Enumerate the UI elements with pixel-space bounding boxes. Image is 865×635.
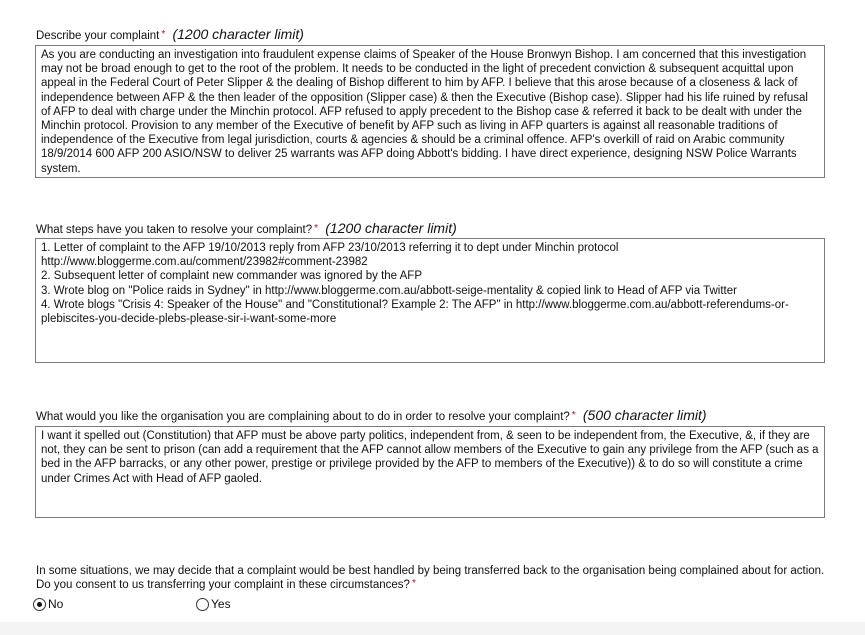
resolution-steps-label bbox=[36, 220, 457, 236]
character-limit-note: (1200 character limit) bbox=[325, 220, 457, 236]
radio-selected-icon[interactable] bbox=[33, 598, 46, 611]
desired-outcome-label-text: What would you like the organisation you are complaining about to do in order to resolve your complaint? bbox=[36, 411, 570, 423]
required-marker: * bbox=[411, 578, 416, 589]
required-marker: * bbox=[161, 29, 166, 40]
resolution-steps-textarea[interactable]: 1. Letter of complaint to the AFP 19/10/2013 reply from AFP 23/10/2013 referring it to dept under Minchin protocol http://www.bloggerme.com.au/comment/23982#comment-23982 2. Subsequent letter of complaint new commander was ignored by the AFP 3. Wrote blog on "Police raids in Sydney" in http://www.bloggerme.com.au/abbott-seige-mentality & copied link to Head of AFP via Twitter 4. Wrote blogs "Crisis 4: Speaker of the House" and "Constitutional? Example 2: The AFP" in http://www.bloggerme.com.au/abbott-referendums-or-plebiscites-you-decide-plebs-please-sir-i-want-some-more bbox=[35, 238, 825, 363]
required-marker: * bbox=[571, 410, 576, 421]
consent-yes-label: Yes bbox=[211, 597, 231, 611]
desired-outcome-textarea[interactable]: I want it spelled out (Constitution) that AFP must be above party politics, independent from, & seen to be independent from, the Executive, &, if they are not, they can be sent to prison (can add a requirement that the AFP cannot allow members of the Executive to gain any privilege from the AFP (such as a bed in the AFP barracks, or any other power, prestige or privilege provided by the AFP to members of the Executive)) & to do so will constitute a crime under Crimes Act with Head of AFP gaoled. bbox=[35, 426, 825, 518]
complaint-description-label-text: Describe your complaint bbox=[36, 30, 160, 42]
radio-unselected-icon[interactable] bbox=[196, 598, 209, 611]
consent-yes-option[interactable] bbox=[196, 597, 231, 611]
required-marker: * bbox=[314, 223, 319, 234]
character-limit-note: (1200 character limit) bbox=[172, 26, 304, 42]
transfer-consent-question bbox=[36, 564, 826, 593]
transfer-consent-question-text: In some situations, we may decide that a complaint would be best handled by being transferred back to the organisation being complained about for action. Do you consent to us transferring your complaint in these circumstances? bbox=[36, 565, 825, 591]
complaint-description-label bbox=[36, 26, 304, 42]
consent-no-label: No bbox=[48, 597, 64, 611]
complaint-description-textarea[interactable]: As you are conducting an investigation into fraudulent expense claims of Speaker of the House Bronwyn Bishop. I am concerned that this investigation may not be broad enough to get to the root of the problem. It needs to be conducted in the light of precedent conviction & subsequent acquittal upon appeal in the Federal Court of Peter Slipper & the dealing of Bishop different to him by AFP. I believe that this arose because of a closeness & lack of independence between AFP & the then leader of the opposition (Slipper case) & then the Executive (Bishop case). Slipper had his life ruined by refusal of AFP to deal with charge under the Minchin protocol. AFP refused to apply precedent to the Bishop case & referred it back to be dealt with under the Minchin protocol. Provision to any member of the Executive of benefit by AFP such as living in AFP quarters is against all reasonable traditions of independence of the Executive from legal jurisdiction, courts & agencies & should be a criminal offence. AFP's overkill of raid on Arabic community 18/9/2014 600 AFP 200 ASIO/NSW to deliver 25 warrants was AFP doing Abbott's bidding. I have direct experience, designing NSW Police Warrants system. bbox=[35, 45, 825, 178]
character-limit-note: (500 character limit) bbox=[582, 407, 707, 423]
desired-outcome-label bbox=[36, 407, 707, 423]
resolution-steps-label-text: What steps have you taken to resolve your complaint? bbox=[36, 224, 313, 236]
consent-no-option[interactable] bbox=[33, 597, 63, 611]
page-bottom-divider bbox=[0, 622, 865, 635]
